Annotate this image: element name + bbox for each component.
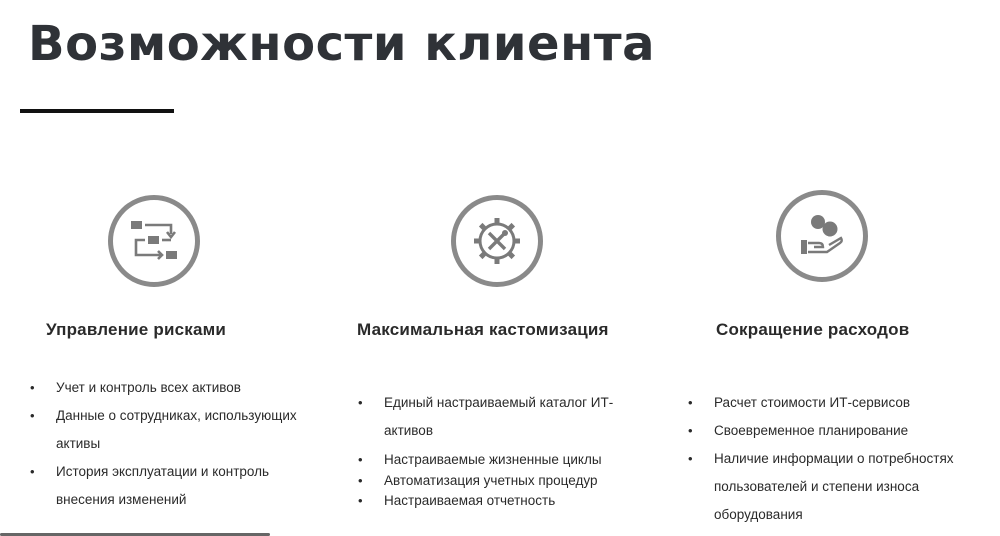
feature-heading: Управление рисками	[46, 320, 227, 339]
list-item: • Наличие информации о потребностях пользователей и степени износа оборудования	[686, 445, 986, 529]
list-item: • Учет и контроль всех активов	[28, 374, 328, 402]
coins-hand-icon	[776, 190, 868, 282]
list-item: • Единый настраиваемый каталог ИТ-активов	[356, 389, 656, 445]
feature-heading: Максимальная кастомизация	[357, 320, 609, 339]
svg-text:$: $	[826, 223, 834, 237]
feature-list	[686, 389, 986, 529]
list-item: • Своевременное планирование	[686, 417, 986, 445]
svg-text:€: €	[814, 218, 822, 229]
gear-tools-icon	[451, 195, 543, 287]
list-item: • Расчет стоимости ИТ-сервисов	[686, 389, 986, 417]
list-item: • Автоматизация учетных процедур	[356, 471, 656, 491]
feature-list	[28, 374, 328, 514]
page-title: Возможности клиента	[28, 16, 655, 72]
feature-list	[356, 389, 656, 511]
feature-heading: Сокращение расходов	[716, 320, 910, 339]
list-item: • Настраиваемая отчетность	[356, 491, 656, 511]
list-item: • История эксплуатации и контроль внесения изменений	[28, 458, 328, 514]
list-item: • Данные о сотрудниках, использующих активы	[28, 402, 328, 458]
title-underline	[20, 109, 174, 113]
list-item: • Настраиваемые жизненные циклы	[356, 449, 656, 471]
process-flow-icon	[108, 195, 200, 287]
